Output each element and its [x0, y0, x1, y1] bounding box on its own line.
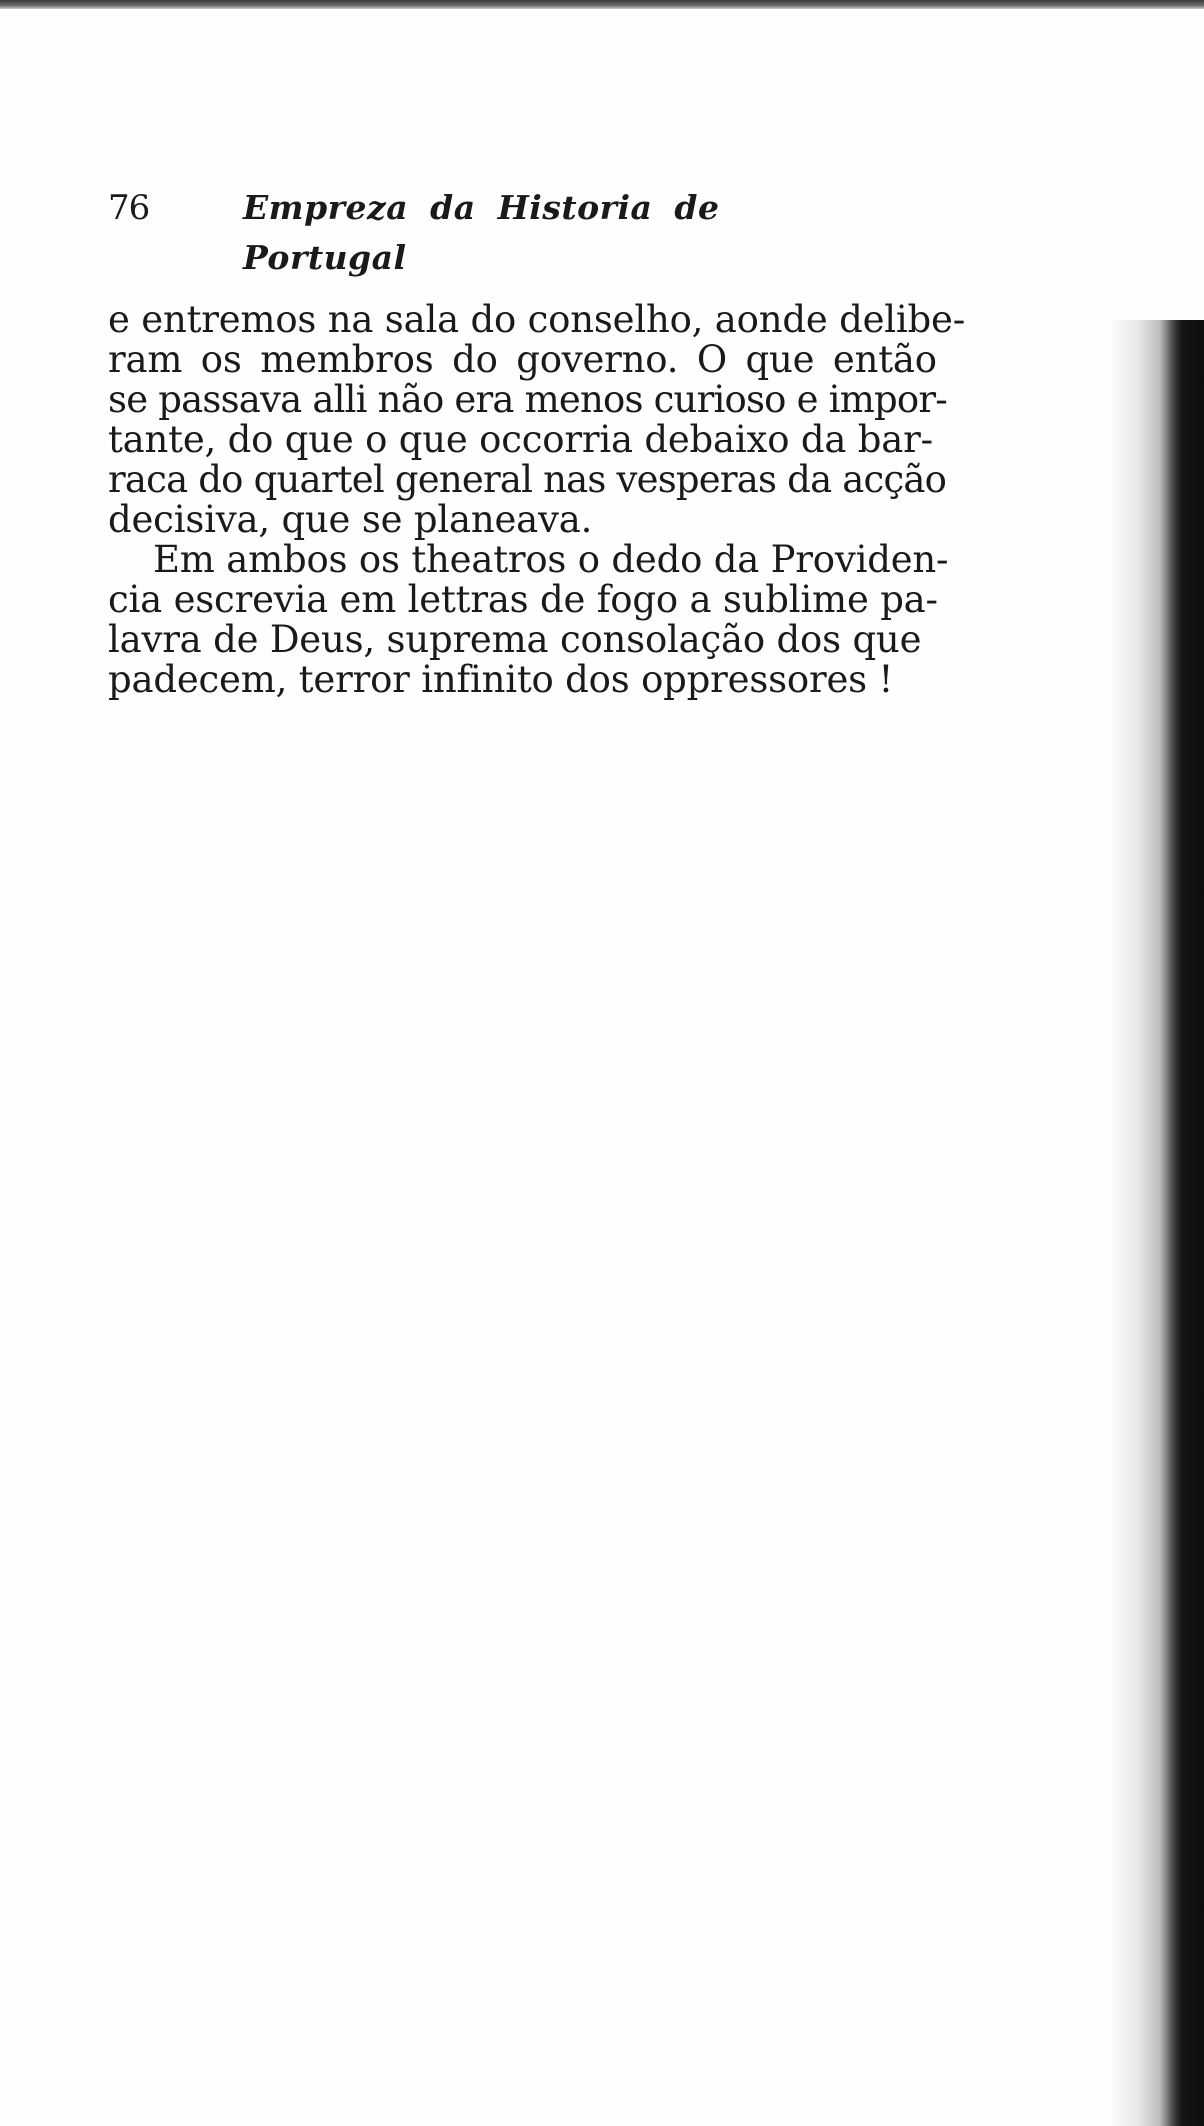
- text-line: se passava alli não era menos curioso e impor-: [108, 378, 947, 421]
- body-text: [108, 300, 968, 700]
- text-line: ram os membros do governo. O que então: [108, 338, 937, 381]
- text-line: lavra de Deus, suprema consolação dos que: [108, 618, 922, 661]
- running-title: Empreza da Historia de Portugal: [243, 188, 720, 277]
- page-top-border: [0, 0, 1204, 9]
- text-line: e entremos na sala do conselho, aonde delibe-: [108, 298, 966, 341]
- text-line: cia escrevia em lettras de fogo a sublime pa-: [108, 578, 938, 621]
- book-spine-edge: [1160, 320, 1204, 2126]
- text-line: decisiva, que se planeava.: [108, 498, 593, 541]
- text-line: tante, do que o que occorria debaixo da bar-: [108, 418, 933, 461]
- page-header: [108, 183, 848, 277]
- paragraph-start-line: Em ambos os theatros o dedo da Providen-: [153, 538, 949, 581]
- page-number: 76: [108, 188, 150, 228]
- text-line: raca do quartel general nas vesperas da acção: [108, 458, 947, 501]
- text-line: padecem, terror infinito dos oppressores !: [108, 658, 894, 701]
